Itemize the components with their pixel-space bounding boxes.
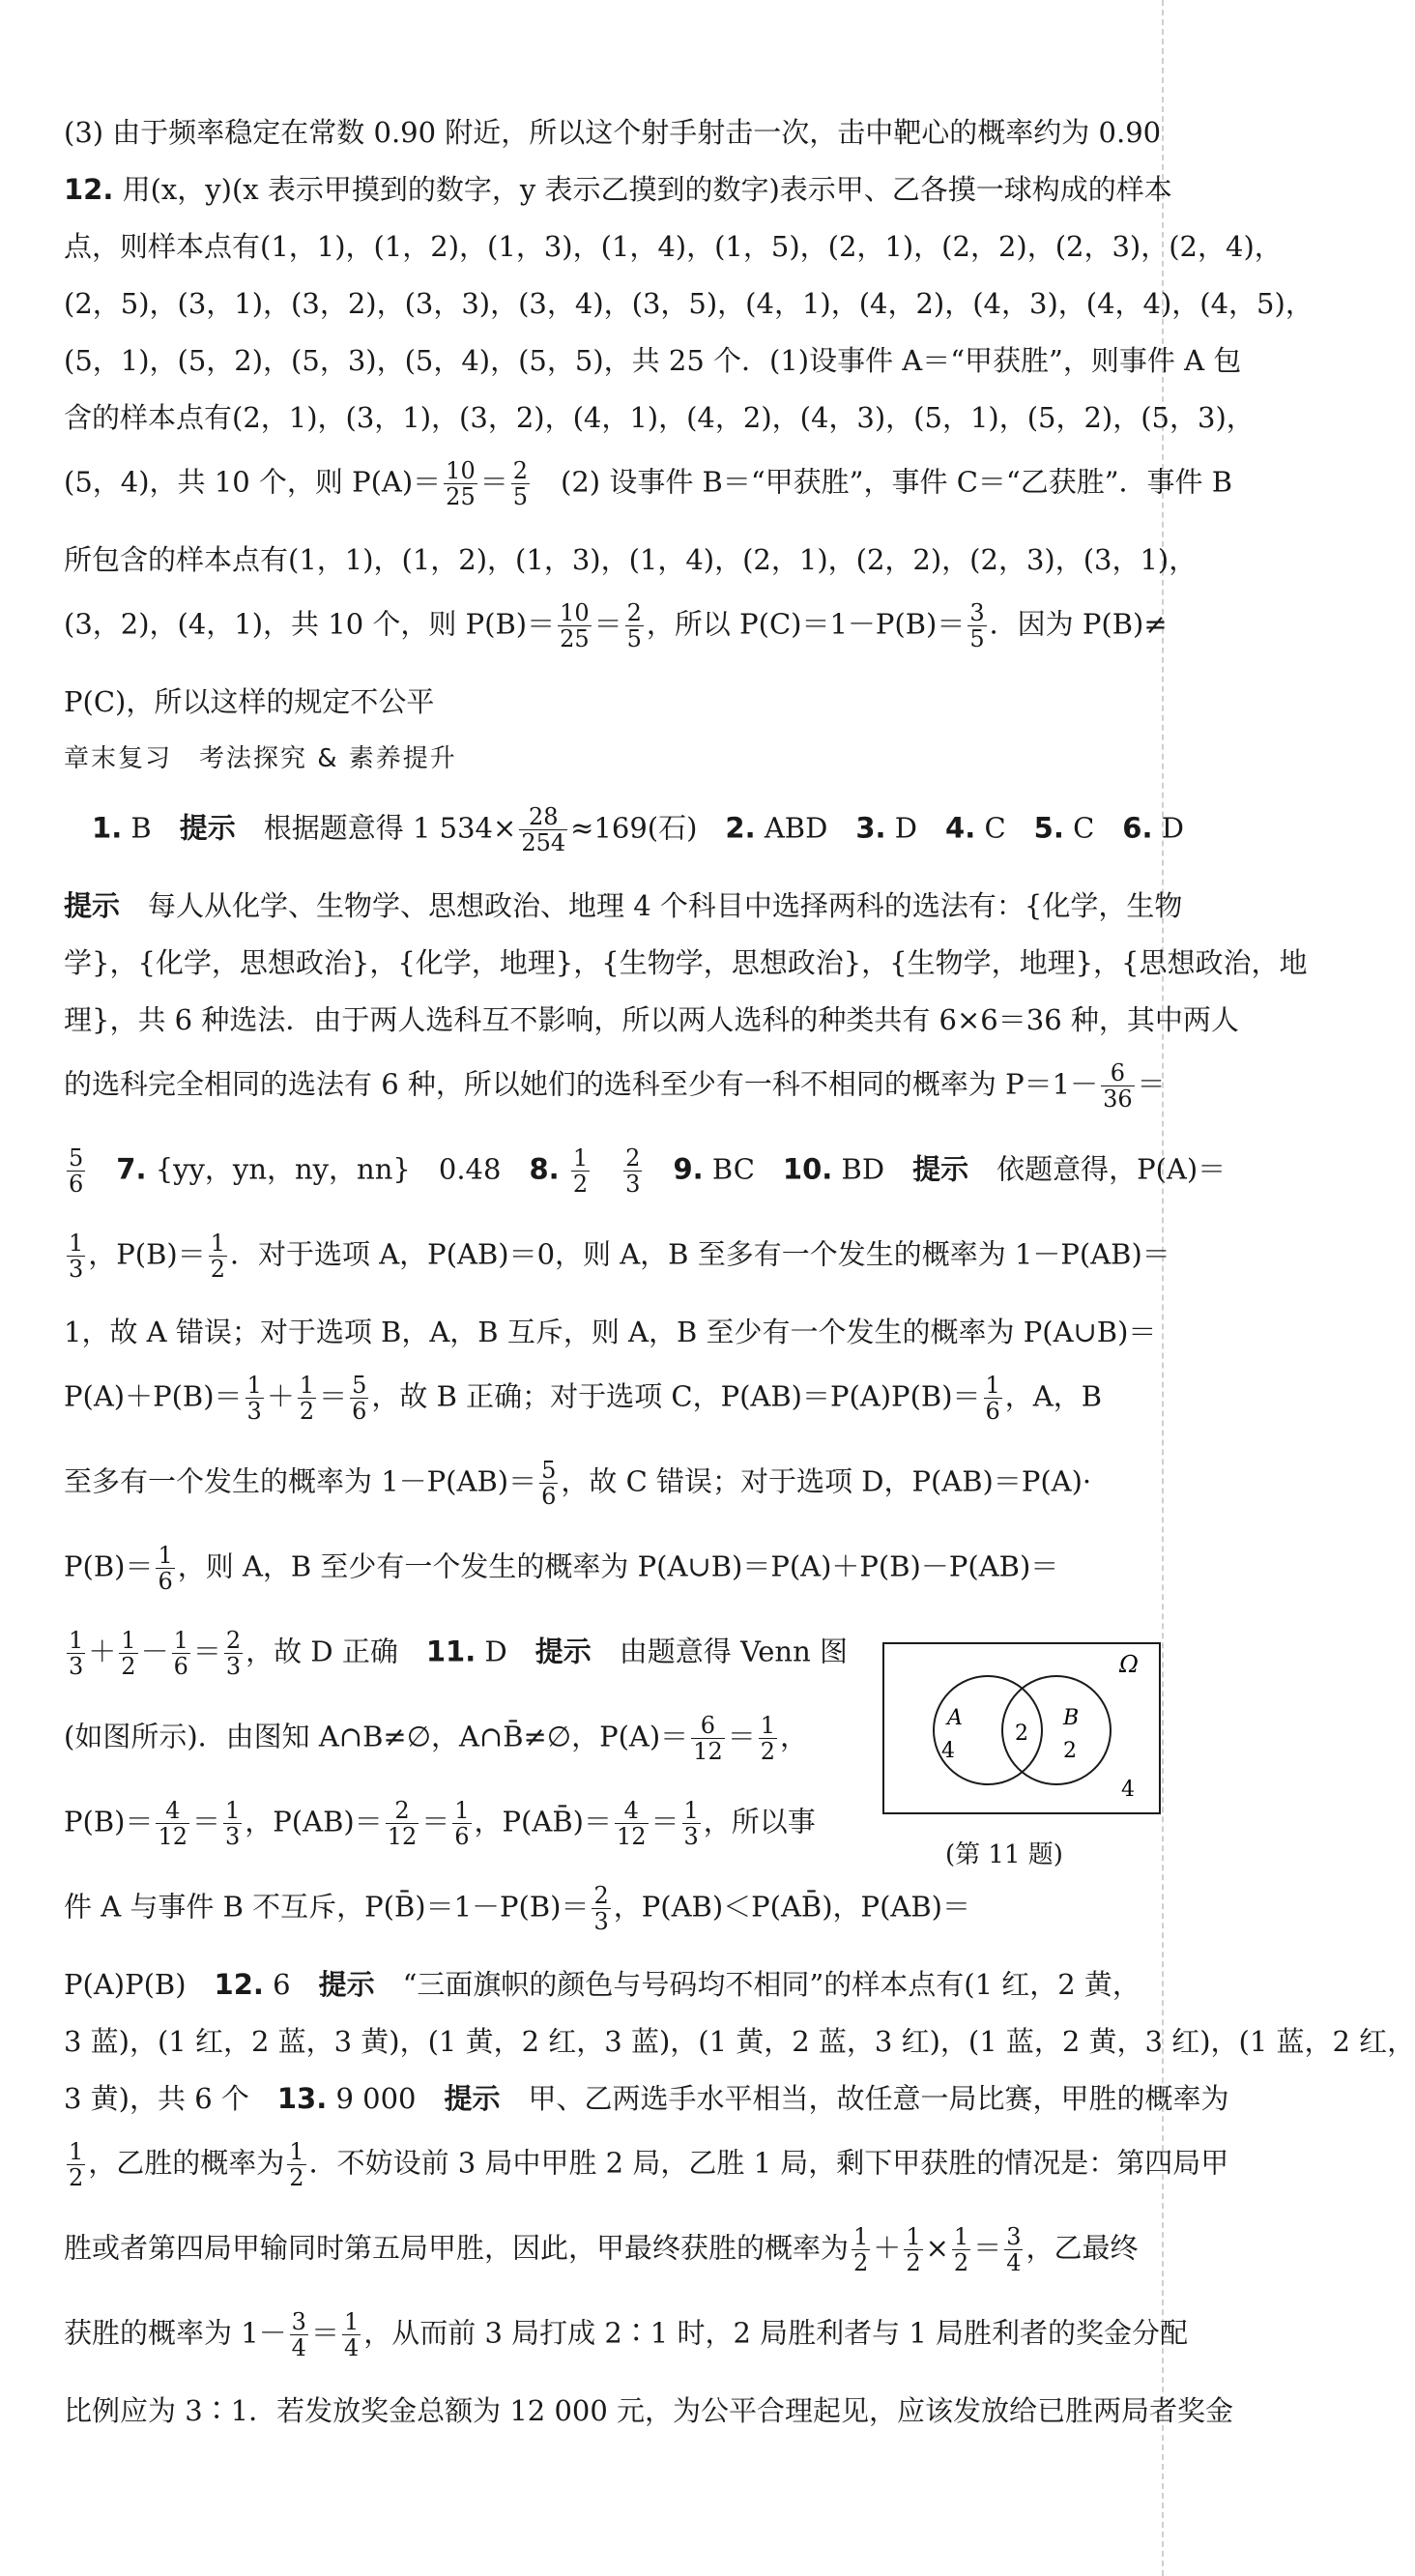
fraction	[67, 2139, 85, 2190]
bold-label: 5.	[1033, 811, 1064, 845]
text-line	[64, 2138, 1229, 2224]
fraction	[287, 2139, 305, 2190]
venn-label-a: A	[947, 1706, 963, 1730]
fraction-denominator: 2	[953, 2249, 969, 2276]
text-run: C	[1063, 811, 1123, 845]
fraction	[119, 1628, 137, 1679]
text-run: 胜或者第四局甲输同时第五局甲胜，因此，甲最终获胜的概率为	[64, 2231, 850, 2265]
text-run: {yy，yn，ny，nn} 0.48	[146, 1152, 530, 1186]
text-run: ，P(B)＝	[88, 1237, 206, 1271]
fraction-numerator: 3	[291, 2308, 306, 2335]
text-run	[64, 812, 92, 845]
fraction	[904, 2224, 922, 2275]
fraction-numerator: 1	[69, 1230, 84, 1257]
text-run: ．因为 P(B)≠	[989, 607, 1168, 641]
fraction	[571, 1145, 590, 1197]
text-run	[88, 1153, 116, 1186]
text-run: ，P(AB)＝	[245, 1805, 383, 1838]
text-run: D	[476, 1635, 535, 1668]
fraction-numerator: 1	[173, 1627, 188, 1654]
text-run: 根据题意得 1 534×	[235, 811, 517, 845]
fraction-denominator: 2	[853, 2249, 869, 2276]
text-line	[64, 457, 1233, 543]
text-run: 至多有一个发生的概率为 1－P(AB)＝	[64, 1464, 537, 1498]
text-line	[64, 2082, 1229, 2139]
fraction-numerator: 1	[906, 2223, 921, 2250]
fraction-numerator: 1	[953, 2223, 969, 2250]
bold-label: 提示	[534, 1635, 592, 1668]
bold-label: 11.	[425, 1635, 476, 1668]
text-line	[64, 1003, 1239, 1060]
fraction	[67, 1230, 85, 1282]
text-line	[64, 2308, 1189, 2394]
fraction-denominator: 3	[683, 1823, 699, 1850]
fraction-numerator: 2	[225, 1627, 242, 1654]
text-line	[64, 543, 1198, 600]
text-run: ≈169(石)	[570, 811, 726, 845]
fraction	[623, 1145, 642, 1197]
text-line	[64, 116, 1162, 173]
text-line	[64, 1316, 1157, 1373]
bold-label: 4.	[945, 811, 976, 845]
fraction	[1004, 2224, 1023, 2275]
fraction	[245, 1373, 264, 1424]
fraction	[67, 1145, 85, 1197]
text-run: ，所以事	[703, 1805, 816, 1838]
fraction-denominator: 5	[626, 625, 642, 652]
text-line	[64, 173, 1172, 230]
bold-label: 提示	[64, 889, 121, 922]
text-run: ，	[780, 1720, 809, 1753]
text-line	[64, 287, 1314, 344]
text-run: ABD	[755, 811, 856, 845]
fraction-denominator: 3	[625, 1171, 641, 1198]
fraction-denominator: 2	[906, 2249, 921, 2276]
fraction-numerator: 1	[69, 1627, 84, 1654]
fraction	[444, 458, 477, 509]
text-run: ＝	[310, 2316, 339, 2350]
text-run: P(B)＝	[64, 1805, 154, 1838]
bold-label: 提示	[912, 1152, 969, 1186]
text-run: 由题意得 Venn 图	[591, 1635, 848, 1668]
text-run: P(A)P(B)	[64, 1968, 215, 2001]
text-line	[64, 889, 1183, 946]
text-run: ．对于选项 A，P(AB)＝0，则 A，B 至多有一个发生的概率为 1－P(AB)＝	[230, 1237, 1170, 1271]
fraction-numerator: 2	[593, 1882, 609, 1909]
fraction-numerator: 4	[156, 1798, 189, 1824]
bold-label: 12.	[214, 1968, 264, 2001]
fraction-numerator: 1	[210, 1230, 226, 1257]
text-run: ×	[925, 2231, 949, 2265]
text-run: 1，故 A 错误；对于选项 B，A，B 互斥，则 A，B 至少有一个发生的概率为 P(A∪B)＝	[64, 1316, 1157, 1348]
binding-margin-line	[1162, 0, 1164, 2576]
text-run: D	[885, 811, 946, 845]
bold-label: 2.	[725, 811, 756, 845]
text-line	[64, 1144, 1227, 1230]
fraction-numerator: 1	[121, 1627, 136, 1654]
text-line	[64, 2394, 1234, 2451]
fraction-numerator: 2	[625, 1144, 641, 1172]
section-heading	[64, 742, 1146, 804]
text-run: －	[140, 1635, 169, 1668]
text-run: (5，4)，共 10 个，则 P(A)＝	[64, 465, 442, 499]
fraction-numerator: 5	[69, 1144, 84, 1172]
bold-label: 10.	[782, 1152, 833, 1186]
bold-label: 6.	[1122, 811, 1153, 845]
text-run: ＋	[88, 1635, 117, 1668]
text-line	[64, 599, 1168, 685]
fraction	[386, 1798, 419, 1849]
venn-count-ab: 2	[1015, 1722, 1028, 1746]
fraction	[759, 1713, 777, 1764]
fraction-numerator: 1	[760, 1712, 776, 1739]
fraction-numerator: 1	[225, 1797, 241, 1824]
text-run: 6	[263, 1968, 319, 2001]
text-run: 甲、乙两选手水平相当，故任意一局比赛，甲胜的概率为	[500, 2082, 1229, 2115]
text-run: (如图所示)．由图知 A∩B≠∅，A∩B̄≠∅，P(A)＝	[64, 1720, 689, 1753]
text-run: ，乙胜的概率为	[88, 2146, 285, 2180]
fraction	[967, 600, 986, 651]
fraction-numerator: 6	[691, 1713, 725, 1739]
fraction	[625, 600, 644, 651]
text-line	[64, 803, 1184, 889]
fraction	[224, 1628, 243, 1679]
fraction	[342, 2309, 361, 2360]
fraction-denominator: 4	[291, 2334, 306, 2361]
text-line	[64, 946, 1308, 1003]
fraction-numerator: 1	[853, 2223, 869, 2250]
fraction	[298, 1373, 316, 1424]
fraction-numerator: 10	[446, 457, 476, 484]
text-run: 获胜的概率为 1－	[64, 2316, 287, 2350]
text-run: P(C)，所以这样的规定不公平	[64, 685, 435, 718]
text-run: ＋	[873, 2231, 902, 2265]
bold-label: 1.	[92, 811, 123, 845]
fraction	[558, 600, 592, 651]
text-run: 件 A 与事件 B 不互斥，P(B̄)＝1－P(B)＝	[64, 1890, 590, 1924]
text-run: ＝	[479, 465, 508, 499]
fraction	[539, 1458, 558, 1509]
text-run: 3 蓝)，(1 红，2 蓝，3 黄)，(1 黄，2 红，3 蓝)，(1 黄，2 蓝，3 红)，(1 蓝，2 黄，3 红)，(1 蓝，2 红，	[64, 2025, 1415, 2058]
text-run: 比例应为 3∶1．若发放奖金总额为 12 000 元，为公平合理起见，应该发放给已胜两局者奖金	[64, 2394, 1234, 2427]
text-run: ，P(AB)＜P(AB̄)，P(AB)＝	[613, 1890, 970, 1924]
venn-omega-label: Ω	[1119, 1651, 1139, 1678]
fraction	[223, 1798, 242, 1849]
fraction-denominator: 2	[572, 1171, 589, 1198]
fraction-numerator: 4	[615, 1798, 649, 1824]
text-run	[645, 1153, 673, 1186]
bold-label: 9.	[673, 1152, 704, 1186]
text-run: 的选科完全相同的选法有 6 种，所以她们的选科至少有一科不相同的概率为 P＝1－	[64, 1067, 1099, 1101]
fraction	[952, 2224, 970, 2275]
text-run: 依题意得，P(A)＝	[968, 1152, 1227, 1186]
bold-label: 提示	[444, 2082, 501, 2115]
fraction	[156, 1543, 174, 1594]
fraction-denominator: 6	[158, 1568, 173, 1595]
venn-caption: (第 11 题)	[945, 1840, 1063, 1869]
text-run: ，所以 P(C)＝1－P(B)＝	[646, 607, 966, 641]
text-run: 学}，{化学，思想政治}，{化学，地理}，{生物学，思想政治}，{生物学，地理}，{思想政治，地	[64, 946, 1308, 979]
fraction-numerator: 5	[541, 1457, 557, 1484]
bold-label: 8.	[529, 1152, 560, 1186]
text-run: ，故 B 正确；对于选项 C，P(AB)＝P(A)P(B)＝	[371, 1379, 981, 1413]
text-run: ＝	[192, 1805, 221, 1838]
fraction-denominator: 6	[352, 1398, 367, 1425]
fraction	[209, 1230, 227, 1282]
text-line	[64, 1059, 1166, 1145]
fraction-denominator: 4	[1006, 2249, 1022, 2276]
text-line	[64, 685, 1146, 742]
fraction-denominator: 2	[299, 1398, 315, 1425]
fraction-numerator: 3	[969, 599, 985, 626]
fraction-denominator: 4	[343, 2334, 360, 2361]
fraction-denominator: 6	[173, 1653, 188, 1680]
fraction-denominator: 12	[158, 1823, 188, 1850]
text-run: 含的样本点有(2，1)，(3，1)，(3，2)，(4，1)，(4，2)，(4，3)，(5，1)，(5，2)，(5，3)，	[64, 401, 1255, 434]
text-run: 理}，共 6 种选法．由于两人选科互不影响，所以两人选科的种类共有 6×6＝36 种，其中两人	[64, 1003, 1239, 1036]
text-run: ＝	[973, 2231, 1002, 2265]
fraction-denominator: 2	[69, 2164, 84, 2191]
text-line	[64, 1458, 1146, 1543]
fraction	[452, 1798, 471, 1849]
venn-count-b: 2	[1063, 1739, 1077, 1763]
text-run: B	[122, 811, 180, 845]
text-run: ＝	[727, 1720, 756, 1753]
text-run: ，故 D 正确	[245, 1635, 426, 1668]
text-run: (3) 由于频率稳定在常数 0.90 附近，所以这个射手射击一次，击中靶心的概率约为 0.90	[64, 116, 1162, 149]
text-line	[64, 1373, 1146, 1458]
text-run: BD	[832, 1152, 913, 1186]
fraction-numerator: 1	[289, 2138, 304, 2165]
text-line	[64, 344, 1242, 401]
text-run: 所包含的样本点有(1，1)，(1，2)，(1，3)，(1，4)，(2，1)，(2，2)，(2，3)，(3，1)，	[64, 543, 1198, 576]
fraction-denominator: 3	[69, 1653, 84, 1680]
text-run	[560, 1153, 568, 1186]
fraction-denominator: 2	[210, 1256, 226, 1283]
fraction-denominator: 5	[969, 625, 985, 652]
fraction-numerator: 28	[519, 804, 567, 830]
fraction	[67, 1628, 85, 1679]
text-run: 3 黄)，共 6 个	[64, 2082, 277, 2115]
fraction-denominator: 6	[454, 1823, 470, 1850]
text-line	[64, 1230, 1170, 1316]
fraction-denominator: 36	[1103, 1085, 1133, 1113]
text-run: ，故 C 错误；对于选项 D，P(AB)＝P(A)·	[561, 1464, 1092, 1498]
text-run: 点，则样本点有(1，1)，(1，2)，(1，3)，(1，4)，(1，5)，(2，1)，(2，2)，(2，3)，(2，4)，	[64, 230, 1283, 263]
fraction	[615, 1798, 649, 1849]
text-run: 章末复习 考法探究 & 素养提升	[64, 744, 457, 773]
fraction-denominator: 2	[121, 1653, 136, 1680]
bold-label: 提示	[179, 811, 236, 845]
fraction-denominator: 3	[246, 1398, 262, 1425]
fraction	[984, 1373, 1002, 1424]
fraction	[691, 1713, 725, 1764]
fraction-numerator: 1	[69, 2138, 84, 2165]
fraction-denominator: 12	[616, 1823, 647, 1850]
text-run: “三面旗帜的颜色与号码均不相同”的样本点有(1 红，2 黄，	[374, 1968, 1141, 2001]
fraction-numerator: 10	[560, 599, 590, 626]
answer-text-body	[64, 116, 1415, 2451]
text-run: ＝	[1137, 1067, 1166, 1101]
fraction	[511, 458, 530, 509]
venn-count-a: 4	[941, 1739, 955, 1763]
text-line	[64, 401, 1255, 458]
text-run: P(B)＝	[64, 1549, 154, 1583]
text-run: (5，1)，(5，2)，(5，3)，(5，4)，(5，5)，共 25 个．(1)设事件 A＝“甲获胜”，则事件 A 包	[64, 344, 1242, 377]
text-run: ＝	[319, 1379, 348, 1413]
text-run	[592, 1153, 621, 1186]
bold-label: 7.	[116, 1152, 147, 1186]
text-run: ，则 A，B 至少有一个发生的概率为 P(A∪B)＝P(A)＋P(B)－P(AB)＝	[177, 1549, 1059, 1583]
text-run: ＝	[192, 1635, 221, 1668]
fraction-numerator: 1	[985, 1372, 1000, 1399]
text-run: ，乙最终	[1025, 2231, 1139, 2265]
text-line	[64, 1968, 1146, 2025]
fraction-numerator: 2	[512, 457, 529, 484]
text-run: (2) 设事件 B＝“甲获胜”，事件 C＝“乙获胜”．事件 B	[533, 465, 1233, 499]
fraction	[290, 2309, 308, 2360]
fraction	[1101, 1060, 1135, 1112]
venn-count-outside: 4	[1121, 1778, 1135, 1802]
bold-label: 3.	[855, 811, 886, 845]
text-line	[64, 230, 1283, 287]
text-run: 9 000	[327, 2082, 445, 2115]
fraction	[852, 2224, 870, 2275]
fraction	[172, 1628, 190, 1679]
fraction-denominator: 2	[289, 2164, 304, 2191]
fraction-numerator: 3	[1006, 2223, 1022, 2250]
text-run: ＝	[650, 1805, 679, 1838]
text-run: ，P(AB̄)＝	[474, 1805, 612, 1838]
fraction-numerator: 6	[1101, 1060, 1135, 1086]
text-run: 用(x，y)(x 表示甲摸到的数字，y 表示乙摸到的数字)表示甲、乙各摸一球构成的样本	[113, 173, 1172, 206]
fraction-numerator: 1	[454, 1797, 470, 1824]
text-run: (3，2)，(4，1)，共 10 个，则 P(B)＝	[64, 607, 556, 641]
fraction-denominator: 12	[693, 1738, 723, 1765]
fraction-numerator: 1	[246, 1372, 262, 1399]
fraction-denominator: 12	[387, 1823, 418, 1850]
fraction-denominator: 3	[69, 1256, 84, 1283]
text-run: ，A，B	[1004, 1379, 1103, 1413]
fraction-denominator: 3	[225, 1823, 241, 1850]
text-run: D	[1152, 811, 1184, 845]
venn-label-b: B	[1063, 1706, 1080, 1730]
fraction-denominator: 3	[593, 1908, 609, 1935]
fraction-denominator: 6	[69, 1171, 84, 1198]
fraction-denominator: 254	[521, 829, 566, 856]
fraction-denominator: 6	[541, 1483, 557, 1510]
text-run: ＝	[421, 1805, 450, 1838]
fraction	[519, 804, 567, 855]
fraction	[592, 1883, 610, 1934]
fraction-numerator: 1	[299, 1372, 315, 1399]
fraction-numerator: 1	[683, 1797, 699, 1824]
text-run: ＝	[593, 607, 622, 641]
fraction-denominator: 5	[512, 483, 529, 510]
fraction-denominator: 2	[760, 1738, 776, 1765]
bold-label: 12.	[64, 173, 114, 206]
text-run: (2，5)，(3，1)，(3，2)，(3，3)，(3，4)，(3，5)，(4，1)，(4，2)，(4，3)，(4，4)，(4，5)，	[64, 287, 1314, 320]
text-run: BC	[703, 1152, 783, 1186]
text-line	[64, 2224, 1146, 2309]
text-line	[64, 1543, 1146, 1628]
bold-label: 提示	[318, 1968, 375, 2001]
text-run: ，从而前 3 局打成 2∶1 时，2 局胜利者与 1 局胜利者的奖金分配	[363, 2316, 1189, 2350]
fraction-numerator: 1	[343, 2308, 360, 2335]
fraction-numerator: 1	[572, 1144, 589, 1172]
fraction-denominator: 3	[225, 1653, 242, 1680]
fraction	[682, 1798, 701, 1849]
fraction-numerator: 5	[352, 1372, 367, 1399]
fraction-numerator: 1	[158, 1542, 173, 1569]
fraction-numerator: 2	[626, 599, 642, 626]
fraction-denominator: 25	[446, 483, 476, 510]
text-run: ＋	[266, 1379, 295, 1413]
text-line	[64, 2025, 1415, 2082]
fraction-denominator: 6	[985, 1398, 1000, 1425]
text-run: C	[975, 811, 1034, 845]
bold-label: 13.	[276, 2082, 328, 2115]
fraction-denominator: 25	[560, 625, 590, 652]
fraction-numerator: 2	[386, 1798, 419, 1824]
fraction	[350, 1373, 368, 1424]
text-line	[64, 1883, 1146, 1968]
venn-diagram	[881, 1641, 1162, 1815]
text-run: 每人从化学、生物学、思想政治、地理 4 个科目中选择两科的选法有：{化学，生物	[120, 889, 1183, 922]
text-run: ．不妨设前 3 局中甲胜 2 局，乙胜 1 局，剩下甲获胜的情况是：第四局甲	[308, 2146, 1229, 2180]
fraction	[156, 1798, 189, 1849]
text-run: P(A)＋P(B)＝	[64, 1379, 243, 1413]
